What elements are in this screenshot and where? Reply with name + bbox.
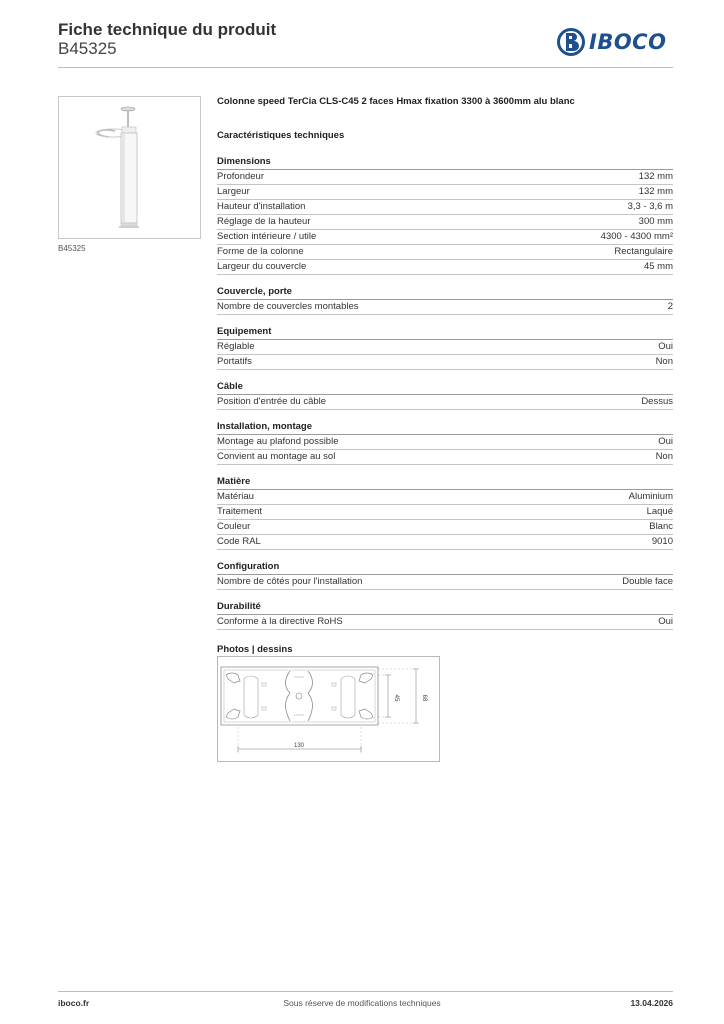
profile-drawing xyxy=(217,656,440,762)
spec-value: Rectangulaire xyxy=(614,246,673,257)
section-title: Couvercle, porte xyxy=(217,284,673,300)
section-durability xyxy=(217,599,673,630)
section-title: Matière xyxy=(217,474,673,490)
spec-label: Couleur xyxy=(217,521,251,532)
section-title: Equipement xyxy=(217,324,673,340)
spec-content xyxy=(217,96,673,657)
spec-value: Oui xyxy=(658,616,673,627)
spec-value: 2 xyxy=(667,301,673,312)
spec-label: Largeur xyxy=(217,186,250,197)
product-image xyxy=(58,96,201,239)
spec-label: Forme de la colonne xyxy=(217,246,304,257)
spec-label: Nombre de couvercles montables xyxy=(217,301,359,312)
spec-value: Laqué xyxy=(646,506,673,517)
spec-value: Non xyxy=(655,356,673,367)
spec-row xyxy=(217,535,673,550)
spec-label: Nombre de côtés pour l'installation xyxy=(217,576,363,587)
spec-row xyxy=(217,505,673,520)
spec-row xyxy=(217,450,673,465)
spec-value: 9010 xyxy=(651,536,673,547)
spec-row xyxy=(217,490,673,505)
product-name: Colonne speed TerCia CLS-C45 2 faces Hmax fixation 3300 à 3600mm alu blanc xyxy=(217,96,575,107)
section-title: Câble xyxy=(217,379,673,395)
footer-date: 13.04.2026 xyxy=(630,998,673,1008)
footer-divider xyxy=(58,991,673,992)
brand-logo xyxy=(557,28,666,56)
iboco-logo-icon xyxy=(557,28,585,56)
footer-notice: Sous réserve de modifications techniques xyxy=(283,998,441,1008)
section-material xyxy=(217,474,673,550)
profile-cross-section-icon xyxy=(218,657,439,761)
dimension-outer-height-label: 68 xyxy=(421,694,427,702)
section-cable xyxy=(217,379,673,410)
section-title: Durabilité xyxy=(217,599,673,615)
section-configuration xyxy=(217,559,673,590)
dimension-width-label: 130 xyxy=(293,743,305,749)
spec-row xyxy=(217,355,673,370)
spec-row xyxy=(217,185,673,200)
spec-label: Portatifs xyxy=(217,356,252,367)
dimension-inner-height-label: 45 xyxy=(393,694,399,702)
section-title: Dimensions xyxy=(217,154,673,170)
spec-value: 132 mm xyxy=(638,171,673,182)
spec-row xyxy=(217,520,673,535)
spec-row xyxy=(217,300,673,315)
spec-label: Matériau xyxy=(217,491,254,502)
spec-value: Double face xyxy=(622,576,673,587)
product-code: B45325 xyxy=(58,39,117,58)
spec-row xyxy=(217,395,673,410)
spec-row xyxy=(217,340,673,355)
spec-value: 300 mm xyxy=(638,216,673,227)
spec-label: Code RAL xyxy=(217,536,261,547)
spec-row xyxy=(217,230,673,245)
footer-website: iboco.fr xyxy=(58,998,90,1008)
spec-row xyxy=(217,170,673,185)
spec-label: Largeur du couvercle xyxy=(217,261,307,272)
spec-row xyxy=(217,260,673,275)
spec-row xyxy=(217,435,673,450)
product-image-caption: B45325 xyxy=(58,244,86,253)
column-product-icon xyxy=(59,97,200,238)
photos-title: Photos | dessins xyxy=(217,644,293,655)
page-title: Fiche technique du produit xyxy=(58,20,277,39)
header-divider xyxy=(58,67,673,68)
spec-value: Oui xyxy=(658,436,673,447)
tech-heading: Caractéristiques techniques xyxy=(217,130,345,141)
logo-wordmark: IBOCO xyxy=(589,30,667,54)
spec-row xyxy=(217,215,673,230)
spec-row xyxy=(217,575,673,590)
spec-label: Conforme à la directive RoHS xyxy=(217,616,343,627)
spec-value: Aluminium xyxy=(628,491,673,502)
spec-label: Traitement xyxy=(217,506,263,517)
spec-label: Convient au montage au sol xyxy=(217,451,336,462)
spec-label: Section intérieure / utile xyxy=(217,231,317,242)
spec-label: Profondeur xyxy=(217,171,265,182)
spec-value: 132 mm xyxy=(638,186,673,197)
spec-value: 45 mm xyxy=(643,261,673,272)
spec-value: 3,3 - 3,6 m xyxy=(627,201,673,212)
section-equipment xyxy=(217,324,673,370)
spec-label: Montage au plafond possible xyxy=(217,436,339,447)
spec-value: Dessus xyxy=(641,396,673,407)
spec-row xyxy=(217,200,673,215)
section-dimensions xyxy=(217,154,673,275)
spec-label: Réglable xyxy=(217,341,255,352)
spec-value: 4300 - 4300 mm² xyxy=(600,231,673,242)
section-cover xyxy=(217,284,673,315)
section-title: Installation, montage xyxy=(217,419,673,435)
section-installation xyxy=(217,419,673,465)
spec-value: Oui xyxy=(658,341,673,352)
spec-label: Réglage de la hauteur xyxy=(217,216,311,227)
section-title: Configuration xyxy=(217,559,673,575)
spec-row xyxy=(217,245,673,260)
spec-label: Position d'entrée du câble xyxy=(217,396,327,407)
spec-value: Blanc xyxy=(649,521,673,532)
spec-label: Hauteur d'installation xyxy=(217,201,306,212)
spec-row xyxy=(217,615,673,630)
spec-value: Non xyxy=(655,451,673,462)
